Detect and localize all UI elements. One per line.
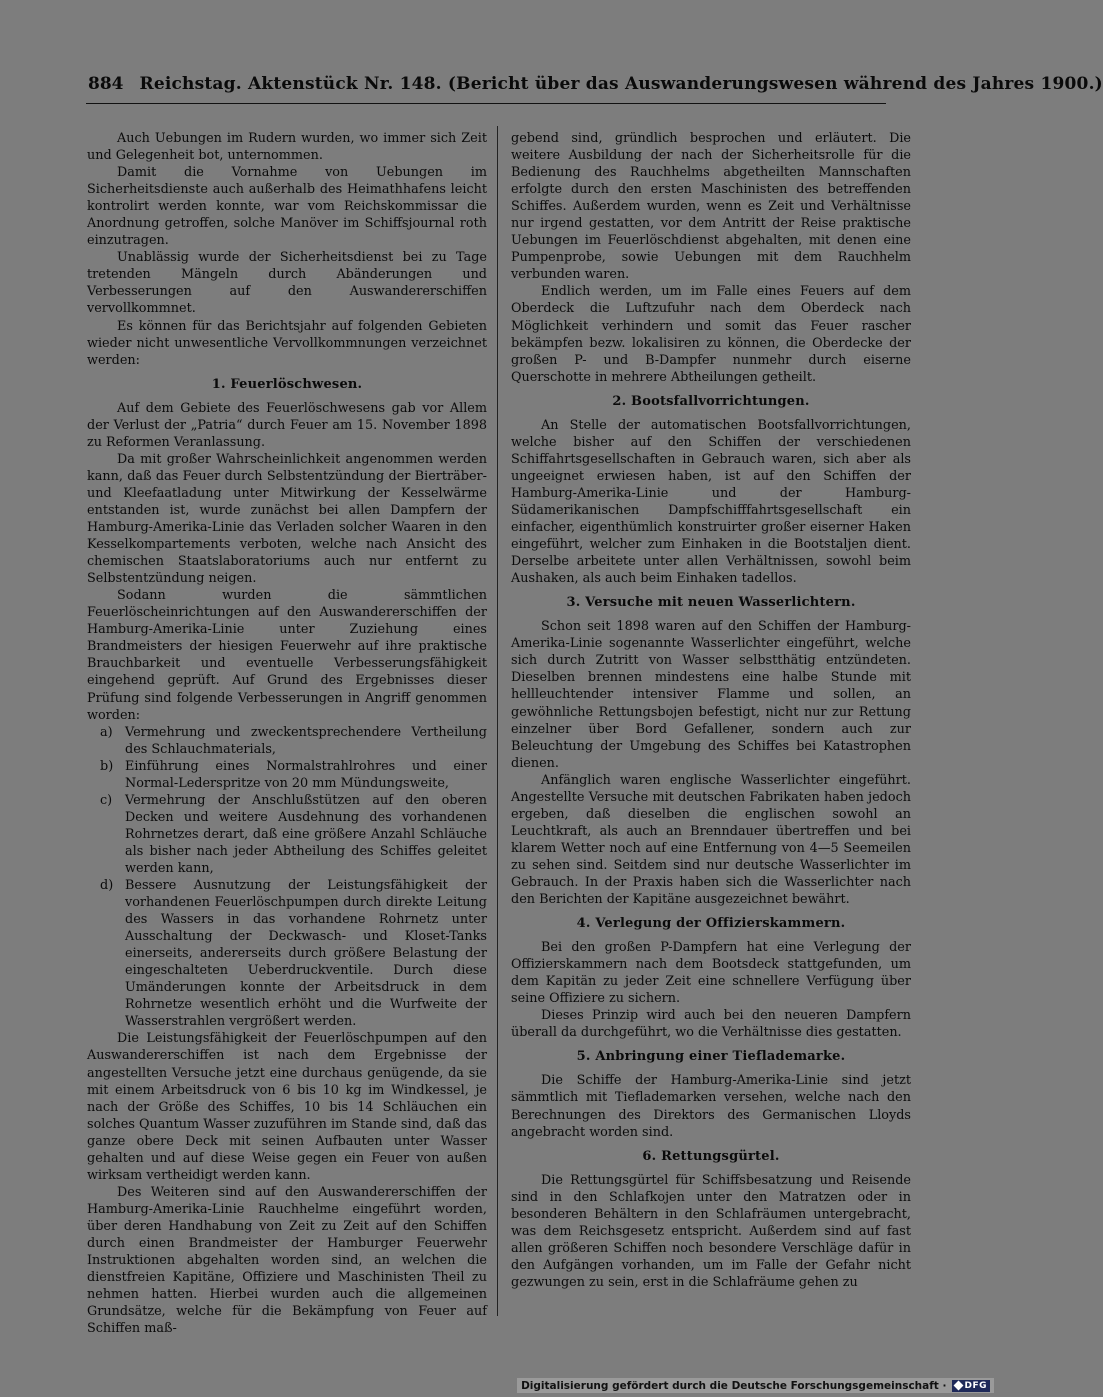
paragraph: Endlich werden, um im Falle eines Feuers auf dem Oberdeck die Luftzufuhr nach dem Oberdeck nach Möglichkeit verhindern und somit das Feuer rascher bekämpfen bezw. lokalisiren zu können, die Oberdecke der großen P- und B-Dampfer nunmehr durch eiserne Querschotte in mehrere Abtheilungen getheilt. bbox=[511, 284, 911, 385]
section-heading: 4. Verlegung der Offizierskammern. bbox=[576, 916, 846, 932]
paragraph: Schon seit 1898 waren auf den Schiffen der Hamburg-Amerika-Linie sogenannte Wasserlichter eingeführt, welche sich durch Zutritt von Wasser selbstthätig entzündeten. Dieselben brennen mindestens eine halbe Stunde mit hellleuchtender intensiver Flamme und sollen, an gewöhnliche Rettungsbojen befestigt, nicht nur zur Rettung einzelner über Bord Gefallener, sondern auch zur Beleuchtung der Umgebung des Schiffes bei Katastrophen dienen. bbox=[511, 619, 911, 771]
section-heading: 3. Versuche mit neuen Wasserlichtern. bbox=[566, 595, 856, 611]
paragraph: Dieses Prinzip wird auch bei den neueren Dampfern überall da durchgeführt, wo die Verhältnisse dies gestatten. bbox=[511, 1008, 911, 1041]
list-label: c) bbox=[100, 792, 113, 808]
list-text: Einführung eines Normalstrahlrohres und einer Normal-Lederspritze von 20 mm Mündungsweite, bbox=[125, 758, 487, 791]
list-item bbox=[100, 758, 487, 792]
dfg-logo-text: DFG bbox=[964, 1380, 987, 1391]
running-title: Reichstag. Aktenstück Nr. 148. (Bericht über das Auswanderungswesen während des Jahres 1900.) bbox=[139, 74, 1103, 94]
list-text: Bessere Ausnutzung der Leistungsfähigkeit der vorhandenen Feuerlöschpumpen durch direkte Leitung des Wassers in das vorhandene Rohrnetz unter Ausschaltung der Deckwasch- und Kloset-Tanks einerseits, andererseits durch größere Belastung der eingeschalteten Ueberdruckventile. Durch diese Umänderungen konnte der Arbeitsdruck in dem Rohrnetze wesentlich erhöht und die Wurfweite der Wasserstrahlen vergrößert werden. bbox=[125, 878, 487, 1030]
section-heading: 6. Rettungsgürtel. bbox=[642, 1148, 780, 1164]
paragraph: An Stelle der automatischen Bootsfallvorrichtungen, welche bisher auf den Schiffen der verschiedenen Schiffahrtsgesellschaften in Gebrauch waren, sich aber als ungeeignet erwiesen haben, ist auf den Schiffen der Hamburg-Amerika-Linie und der Hamburg-Südamerikanischen Dampfschifffahrtsgesellschaft ein einfacher, eigenthümlich konstruirter großer eiserner Haken eingeführt, welcher zum Einhaken in die Bootstaljen dient. Derselbe arbeitete unter allen Verhältnissen, sowohl beim Aushaken, als auch beim Einhaken tadellos. bbox=[511, 417, 911, 587]
section-heading: 5. Anbringung einer Tieflademarke. bbox=[576, 1049, 846, 1065]
list-item bbox=[100, 724, 487, 758]
footer-text: Digitalisierung gefördert durch die Deutsche Forschungsgemeinschaft · bbox=[521, 1379, 947, 1392]
paragraph: Da mit großer Wahrscheinlichkeit angenommen werden kann, daß das Feuer durch Selbstentzündung der Bierträber- und Kleefaatladung unter Mitwirkung der Kesselwärme entstanden ist, wurde zunächst bei allen Dampfern der Hamburg-Amerika-Linie das Verladen solcher Waaren in den Kesselkompartements verboten, welche nach Ansicht des chemischen Staatslaboratoriums auch nur entfernt zu Selbstentzündung neigen. bbox=[87, 451, 487, 587]
list-label: d) bbox=[100, 878, 114, 894]
left-column bbox=[87, 130, 487, 1337]
list-label: b) bbox=[100, 758, 114, 774]
paragraph: Die Leistungsfähigkeit der Feuerlöschpumpen auf den Auswandererschiffen ist nach dem Ergebnisse der angestellten Versuche jetzt eine durchaus genügende, da sie mit einem Arbeitsdruck von 6 bis 10 kg im Windkessel, je nach der Größe des Schiffes, 10 bis 14 Schläuchen ein solches Quantum Wasser zuzuführen im Stande sind, daß das ganze obere Deck mit seinen Aufbauten unter Wasser gehalten und auf diese Weise gegen ein Feuer von außen wirksam vertheidigt werden kann. bbox=[87, 1031, 487, 1183]
section-heading: 2. Bootsfallvorrichtungen. bbox=[612, 393, 810, 409]
paragraph: Sodann wurden die sämmtlichen Feuerlöscheinrichtungen auf den Auswandererschiffen der Hamburg-Amerika-Linie unter Zuziehung eines Brandmeisters der hiesigen Feuerwehr auf ihre praktische Brauchbarkeit und eventuelle Verbesserungsfähigkeit eingehend geprüft. Auf Grund des Ergebnisses dieser Prüfung sind folgende Verbesserungen in Angriff genommen worden: bbox=[87, 588, 487, 723]
column-divider bbox=[497, 126, 498, 1316]
dfg-logo-icon bbox=[952, 1380, 990, 1392]
paragraph: Damit die Vornahme von Uebungen im Sicherheitsdienste auch außerhalb des Heimathhafens leicht kontrolirt werden konnte, war vom Reichskommissar die Anordnung getroffen, solche Manöver im Schiffsjournal roth einzutragen. bbox=[87, 165, 487, 249]
list-label: a) bbox=[100, 724, 113, 740]
paragraph: Bei den großen P-Dampfern hat eine Verlegung der Offizierskammern nach dem Bootsdeck stattgefunden, um dem Kapitän zu jeder Zeit eine schnellere Verfügung über seine Offiziere zu sichern. bbox=[511, 940, 911, 1007]
paragraph: gebend sind, gründlich besprochen und erläutert. Die weitere Ausbildung der nach der Sicherheitsrolle für die Bedienung des Rauchhelms abgetheilten Mannschaften erfolgte durch den ersten Maschinisten des betreffenden Schiffes. Außerdem wurden, wenn es Zeit und Verhältnisse nur irgend gestatten, vor dem Antritt der Reise praktische Uebungen im Feuerlöschdienst abgehalten, mit denen eine Pumpenprobe, sowie Uebungen mit dem Rauchhelm verbunden waren. bbox=[511, 131, 911, 283]
improvement-list bbox=[87, 724, 487, 1031]
paragraph: Es können für das Berichtsjahr auf folgenden Gebieten wieder nicht unwesentliche Vervollkommnungen verzeichnet werden: bbox=[87, 318, 487, 368]
paragraph: Des Weiteren sind auf den Auswandererschiffen der Hamburg-Amerika-Linie Rauchhelme eingeführt worden, über deren Handhabung von Zeit zu Zeit auf den Schiffen durch einen Brandmeister der Hamburger Feuerwehr Instruktionen abgehalten worden sind, an welchen die dienstfreien Kapitäne, Offiziere und Maschinisten Theil zu nehmen hatten. Hierbei wurden auch die allgemeinen Grundsätze, welche für die Bekämpfung von Feuer auf Schiffen maß- bbox=[87, 1184, 487, 1337]
paragraph: Unablässig wurde der Sicherheitsdienst bei zu Tage tretenden Mängeln durch Abänderungen und Verbesserungen auf den Auswandererschiffen vervollkommnet. bbox=[87, 250, 487, 317]
list-text: Vermehrung und zweckentsprechendere Vertheilung des Schlauchmaterials, bbox=[125, 724, 487, 757]
paragraph: Die Schiffe der Hamburg-Amerika-Linie sind jetzt sämmtlich mit Tieflademarken versehen, welche nach den Berechnungen des Direktors des Germanischen Lloyds angebracht worden sind. bbox=[511, 1073, 911, 1140]
list-item bbox=[100, 877, 487, 1030]
right-column bbox=[511, 130, 911, 1291]
paragraph: Die Rettungsgürtel für Schiffsbesatzung und Reisende sind in den Schlafkojen unter den Matratzen oder in besonderen Behältern in den Schlafräumen untergebracht, was dem Reichsgesetz entspricht. Außerdem sind auf fast allen größeren Schiffen noch besondere Verschläge dafür in den Aufgängen vorhanden, um im Falle der Gefahr nicht gezwungen zu sein, erst in die Schlafräume gehen zu bbox=[511, 1172, 911, 1290]
digitization-footer bbox=[517, 1378, 994, 1393]
list-text: Vermehrung der Anschlußstützen auf den oberen Decken und weitere Ausdehnung des vorhandenen Rohrnetzes derart, daß eine größere Anzahl Schläuche als bisher nach jeder Abtheilung des Schiffes geleitet werden kann, bbox=[125, 792, 487, 876]
page-header bbox=[88, 74, 1103, 94]
list-item bbox=[100, 792, 487, 877]
paragraph: Auf dem Gebiete des Feuerlöschwesens gab vor Allem der Verlust der „Patria“ durch Feuer am 15. November 1898 zu Reformen Veranlassung. bbox=[87, 400, 487, 450]
page-number: 884 bbox=[88, 74, 124, 94]
paragraph: Anfänglich waren englische Wasserlichter eingeführt. Angestellte Versuche mit deutschen Fabrikaten haben jedoch ergeben, daß dieselben die englischen sowohl an Leuchtkraft, als auch an Brenndauer übertreffen und bei klarem Wetter noch auf eine Entfernung von 4—5 Seemeilen zu sehen sind. Seitdem sind nur deutsche Wasserlichter im Gebrauch. In der Praxis haben sich die Wasserlichter nach den Berichten der Kapitäne ausgezeichnet bewährt. bbox=[511, 772, 911, 908]
paragraph: Auch Uebungen im Rudern wurden, wo immer sich Zeit und Gelegenheit bot, unternommen. bbox=[87, 131, 487, 164]
section-heading: 1. Feuerlöschwesen. bbox=[211, 376, 363, 392]
header-rule bbox=[86, 103, 886, 104]
